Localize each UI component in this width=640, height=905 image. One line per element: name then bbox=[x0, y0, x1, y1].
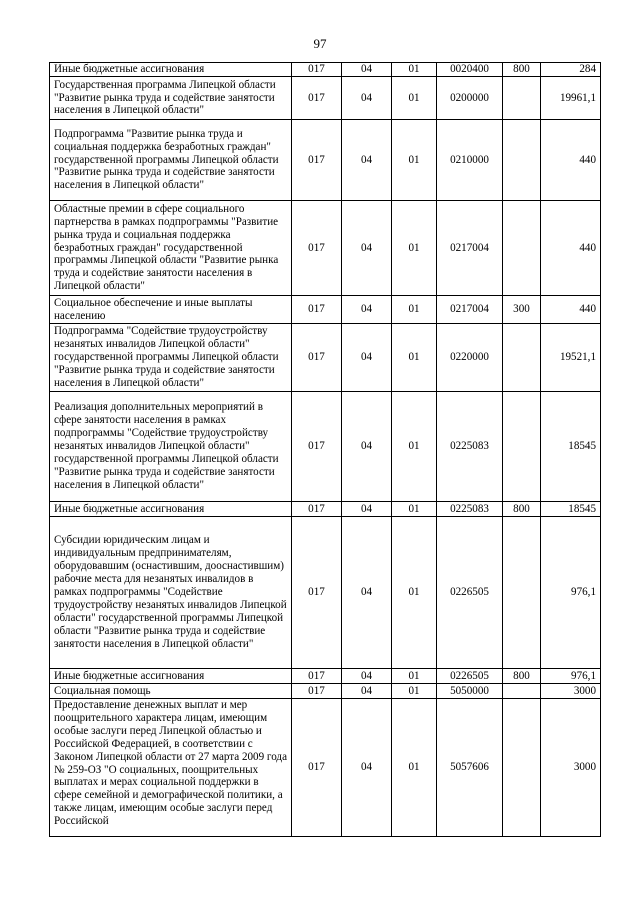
ministry-code: 017 bbox=[292, 392, 342, 502]
section-code: 04 bbox=[342, 669, 392, 684]
expense-type-code bbox=[503, 699, 541, 837]
ministry-code: 017 bbox=[292, 296, 342, 324]
amount: 976,1 bbox=[541, 669, 601, 684]
budget-table bbox=[49, 62, 601, 837]
table-row bbox=[50, 684, 601, 699]
expense-type-code bbox=[503, 392, 541, 502]
expense-type-code: 300 bbox=[503, 296, 541, 324]
target-code: 0226505 bbox=[437, 669, 503, 684]
target-code: 0020400 bbox=[437, 63, 503, 77]
expense-type-code bbox=[503, 684, 541, 699]
row-name: Иные бюджетные ассигнования bbox=[50, 63, 292, 77]
expense-type-code: 800 bbox=[503, 63, 541, 77]
amount: 440 bbox=[541, 296, 601, 324]
expense-type-code bbox=[503, 324, 541, 392]
amount: 18545 bbox=[541, 502, 601, 517]
row-name: Государственная программа Липецкой области "Развитие рынка труда и содействие занятости населения в Липецкой области" bbox=[50, 77, 292, 120]
expense-type-code bbox=[503, 201, 541, 296]
table-row bbox=[50, 392, 601, 502]
expense-type-code bbox=[503, 120, 541, 201]
amount: 284 bbox=[541, 63, 601, 77]
target-code: 5057606 bbox=[437, 699, 503, 837]
subsection-code: 01 bbox=[392, 63, 437, 77]
section-code: 04 bbox=[342, 517, 392, 669]
row-name: Иные бюджетные ассигнования bbox=[50, 669, 292, 684]
target-code: 0220000 bbox=[437, 324, 503, 392]
section-code: 04 bbox=[342, 392, 392, 502]
section-code: 04 bbox=[342, 201, 392, 296]
ministry-code: 017 bbox=[292, 77, 342, 120]
amount: 18545 bbox=[541, 392, 601, 502]
table-row bbox=[50, 201, 601, 296]
section-code: 04 bbox=[342, 296, 392, 324]
subsection-code: 01 bbox=[392, 699, 437, 837]
section-code: 04 bbox=[342, 324, 392, 392]
target-code: 0225083 bbox=[437, 392, 503, 502]
ministry-code: 017 bbox=[292, 120, 342, 201]
amount: 3000 bbox=[541, 699, 601, 837]
amount: 440 bbox=[541, 201, 601, 296]
section-code: 04 bbox=[342, 120, 392, 201]
ministry-code: 017 bbox=[292, 502, 342, 517]
amount: 3000 bbox=[541, 684, 601, 699]
row-name: Подпрограмма "Содействие трудоустройству незанятых инвалидов Липецкой области" государственной программы Липецкой области "Развитие рынка труда и содействие занятости населения в Липецкой области" bbox=[50, 324, 292, 392]
target-code: 0200000 bbox=[437, 77, 503, 120]
row-name: Реализация дополнительных мероприятий в сфере занятости населения в рамках подпрограммы "Содействие трудоустройству незанятых инвалидов Липецкой области" государственной программы Липецкой области "Развитие рынка труда и содействие занятости населения в Липецкой области" bbox=[50, 392, 292, 502]
subsection-code: 01 bbox=[392, 201, 437, 296]
row-name: Подпрограмма "Развитие рынка труда и социальная поддержка безработных граждан" государственной программы Липецкой области "Развитие рынка труда и содействие занятости населения в Липецкой области" bbox=[50, 120, 292, 201]
section-code: 04 bbox=[342, 63, 392, 77]
row-name: Субсидии юридическим лицам и индивидуальным предпринимателям, оборудовавшим (оснастившим, дооснастившим) рабочие места для незанятых инвалидов в рамках подпрограммы "Содействие трудоустройству незанятых инвалидов Липецкой области" государственной программы Липецкой области "Развитие рынка труда и содействие занятости населения в Липецкой области" bbox=[50, 517, 292, 669]
row-name: Иные бюджетные ассигнования bbox=[50, 502, 292, 517]
ministry-code: 017 bbox=[292, 324, 342, 392]
section-code: 04 bbox=[342, 502, 392, 517]
subsection-code: 01 bbox=[392, 392, 437, 502]
row-name: Социальное обеспечение и иные выплаты населению bbox=[50, 296, 292, 324]
section-code: 04 bbox=[342, 699, 392, 837]
target-code: 0217004 bbox=[437, 296, 503, 324]
section-code: 04 bbox=[342, 77, 392, 120]
target-code: 0210000 bbox=[437, 120, 503, 201]
table-row bbox=[50, 63, 601, 77]
table-row bbox=[50, 699, 601, 837]
expense-type-code: 800 bbox=[503, 669, 541, 684]
subsection-code: 01 bbox=[392, 77, 437, 120]
table-row bbox=[50, 324, 601, 392]
amount: 19521,1 bbox=[541, 324, 601, 392]
subsection-code: 01 bbox=[392, 669, 437, 684]
ministry-code: 017 bbox=[292, 63, 342, 77]
target-code: 0217004 bbox=[437, 201, 503, 296]
ministry-code: 017 bbox=[292, 669, 342, 684]
amount: 440 bbox=[541, 120, 601, 201]
amount: 976,1 bbox=[541, 517, 601, 669]
section-code: 04 bbox=[342, 684, 392, 699]
subsection-code: 01 bbox=[392, 684, 437, 699]
table-row bbox=[50, 517, 601, 669]
ministry-code: 017 bbox=[292, 517, 342, 669]
page-number: 97 bbox=[313, 36, 327, 51]
ministry-code: 017 bbox=[292, 201, 342, 296]
expense-type-code bbox=[503, 77, 541, 120]
row-name: Областные премии в сфере социального партнерства в рамках подпрограммы "Развитие рынка труда и социальная поддержка безработных граждан" государственной программы Липецкой области "Развитие рынка труда и содействие занятости населения в Липецкой области" bbox=[50, 201, 292, 296]
table-row bbox=[50, 296, 601, 324]
expense-type-code bbox=[503, 517, 541, 669]
subsection-code: 01 bbox=[392, 120, 437, 201]
subsection-code: 01 bbox=[392, 296, 437, 324]
table-row bbox=[50, 669, 601, 684]
target-code: 0225083 bbox=[437, 502, 503, 517]
table-row bbox=[50, 77, 601, 120]
row-name: Предоставление денежных выплат и мер поощрительного характера лицам, имеющим особые заслуги перед Липецкой областью и Российской Федерацией, в соответствии с Законом Липецкой области от 27 марта 2009 года № 259-ОЗ "О социальных, поощрительных выплатах и мерах социальной поддержки в сфере семейной и демографической политики, а также лицам, имеющим особые заслуги перед Российской bbox=[50, 699, 292, 837]
subsection-code: 01 bbox=[392, 324, 437, 392]
expense-type-code: 800 bbox=[503, 502, 541, 517]
subsection-code: 01 bbox=[392, 502, 437, 517]
table-row bbox=[50, 502, 601, 517]
ministry-code: 017 bbox=[292, 684, 342, 699]
ministry-code: 017 bbox=[292, 699, 342, 837]
target-code: 5050000 bbox=[437, 684, 503, 699]
target-code: 0226505 bbox=[437, 517, 503, 669]
table-row bbox=[50, 120, 601, 201]
subsection-code: 01 bbox=[392, 517, 437, 669]
amount: 19961,1 bbox=[541, 77, 601, 120]
row-name: Социальная помощь bbox=[50, 684, 292, 699]
